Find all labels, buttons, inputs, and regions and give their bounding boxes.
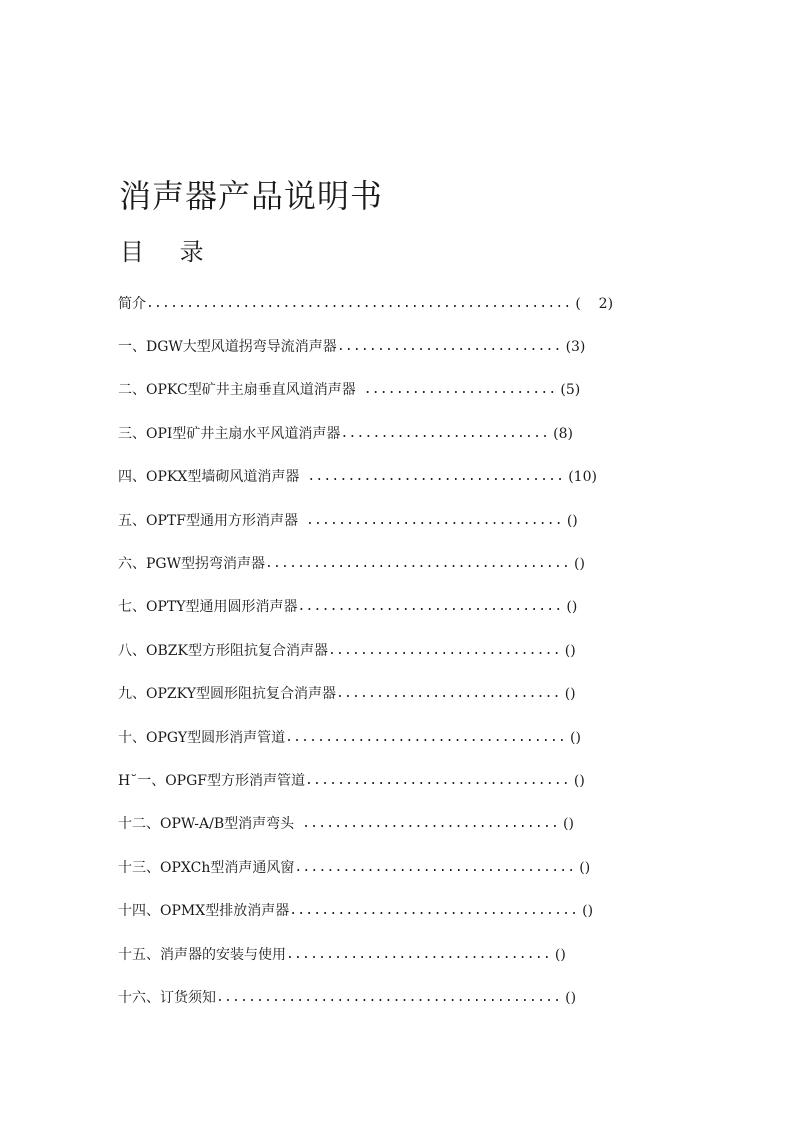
toc-entry-page: () — [573, 772, 585, 789]
toc-entry-label: 二、OPKC型矿井主扇垂直风道消声器 — [118, 382, 356, 399]
toc-entry-leader: ................................. — [297, 599, 563, 615]
toc-entry — [118, 499, 658, 542]
toc-entry-label: 九、OPZKY型圆形阻抗复合消声器 — [118, 686, 336, 703]
toc-entry-page: (5) — [560, 382, 581, 399]
toc-entry-leader: ............................ — [336, 339, 562, 355]
toc-entry-label: H˘一、OPGF型方形消声管道 — [118, 772, 306, 789]
toc-entry-label: 十六、订货须知 — [118, 989, 216, 1006]
toc-entry-leader: ................................ — [297, 512, 563, 528]
toc-entry-leader: ............................. — [327, 642, 561, 658]
toc-entry-label: 十、OPGY型圆形消声管道 — [118, 729, 286, 746]
toc-entry-label: 十五、消声器的安装与使用 — [118, 946, 286, 963]
toc-entry-page: () — [579, 859, 591, 876]
toc-entry-leader: .......................... — [340, 425, 550, 441]
toc-entry-label: 十三、OPXCh型消声通风窗 — [118, 859, 295, 876]
toc-entry-leader: ................................... — [285, 729, 567, 745]
toc-entry — [118, 369, 658, 412]
toc-entry-leader: ................................... — [294, 859, 576, 875]
toc-entry-leader: ................................ — [294, 816, 560, 832]
toc-entry — [118, 673, 658, 716]
toc-entry-leader: ................................. — [286, 946, 551, 962]
toc-entry-leader: .................................... — [289, 903, 579, 919]
toc-entry — [118, 759, 658, 802]
toc-entry-page: () — [570, 729, 581, 746]
toc-entry-page: (3) — [565, 339, 586, 356]
toc-entry — [118, 456, 658, 499]
table-of-contents — [118, 282, 658, 1020]
toc-entry-page: () — [566, 512, 578, 529]
toc-entry-page: () — [564, 686, 576, 703]
toc-entry-page: () — [554, 946, 566, 963]
toc-entry-label: 简介 — [118, 295, 146, 312]
toc-entry-label: 三、OPI型矿井主扇水平风道消声器 — [118, 425, 341, 442]
toc-entry — [118, 846, 658, 889]
document-title: 消声器产品说明书 — [119, 177, 384, 215]
toc-entry — [118, 889, 658, 932]
toc-entry-page: () — [564, 642, 576, 659]
toc-heading: 目 录 — [120, 238, 218, 266]
toc-entry-label: 十二、OPW-A/B型消声弯头 — [118, 816, 295, 833]
toc-entry-leader: ................................ — [299, 469, 565, 485]
toc-entry-page: (8) — [553, 425, 573, 442]
toc-entry — [118, 282, 658, 325]
toc-entry-label: 一、DGW大型风道拐弯导流消声器 — [118, 339, 337, 356]
toc-entry-page: () — [565, 989, 577, 1006]
toc-entry-page: () — [574, 556, 585, 573]
toc-entry-label: 六、PGW型拐弯消声器 — [118, 556, 265, 573]
toc-entry-label: 七、OPTY型通用圆形消声器 — [118, 599, 298, 616]
toc-entry — [118, 629, 658, 672]
toc-entry-label: 五、OPTF型通用方形消声器 — [118, 512, 298, 529]
toc-entry-leader: ..................................................... — [146, 295, 572, 311]
toc-entry-label: 四、OPKX型墙砌风道消声器 — [118, 469, 300, 486]
toc-entry — [118, 325, 658, 368]
toc-entry-page: ( 2) — [575, 295, 614, 312]
toc-entry-leader: ............................ — [335, 686, 561, 702]
toc-entry — [118, 542, 658, 585]
toc-entry — [118, 933, 658, 976]
toc-entry — [118, 716, 658, 759]
toc-entry-leader: ........................................... — [216, 989, 562, 1005]
toc-entry-label: 十四、OPMX型排放消声器 — [118, 903, 290, 920]
toc-entry-page: () — [563, 816, 574, 833]
toc-entry-page: () — [582, 903, 594, 920]
toc-entry-label: 八、OBZK型方形阻抗复合消声器 — [118, 642, 328, 659]
toc-entry — [118, 803, 658, 846]
toc-entry-page: () — [566, 599, 578, 616]
toc-entry-leader: ........................ — [355, 382, 557, 398]
toc-entry-leader: ................................. — [305, 772, 570, 788]
toc-entry — [118, 586, 658, 629]
toc-entry — [118, 412, 658, 455]
toc-entry — [118, 976, 658, 1019]
toc-entry-page: (10) — [568, 469, 597, 486]
toc-entry-leader: ...................................... — [265, 556, 571, 572]
